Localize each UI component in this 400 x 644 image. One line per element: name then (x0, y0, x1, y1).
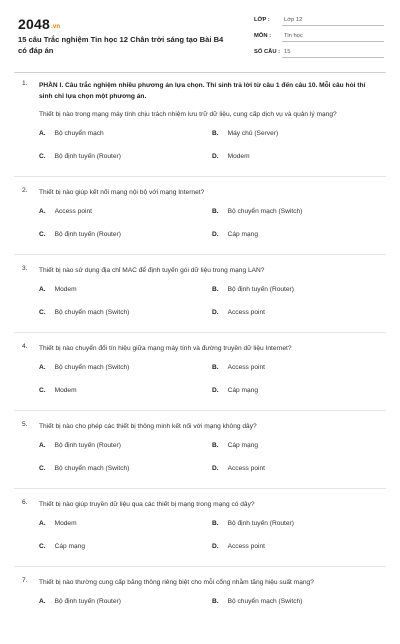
answer-options (0, 286, 400, 332)
option-label: C. (39, 309, 46, 316)
question-6 (0, 499, 400, 566)
option-text: Modem (227, 153, 250, 160)
option-c[interactable] (39, 543, 85, 550)
question-separator (14, 410, 386, 412)
option-label: A. (39, 520, 46, 527)
option-text: Máy chủ (Server) (227, 130, 279, 137)
option-c[interactable] (39, 309, 129, 316)
option-a[interactable] (39, 598, 121, 605)
meta-underline (282, 25, 384, 26)
option-d[interactable] (212, 309, 265, 316)
question-text: Thiết bị nào chuyển đổi tín hiệu giữa mạng máy tính và đường truyền dữ liệu Internet? (39, 345, 292, 352)
option-c[interactable] (39, 231, 121, 238)
question-number: 4. (22, 343, 28, 350)
meta-underline (282, 57, 384, 58)
question-text: Thiết bị nào sử dụng địa chỉ MAC để định tuyến gói dữ liệu trong mạng LAN? (39, 267, 265, 274)
question-separator (14, 254, 386, 256)
section-instruction: PHẦN I. Câu trắc nghiệm nhiều phương án lựa chọn. Thí sinh trả lời từ câu 1 đến câu 10. Mỗi câu hỏi thí sinh chỉ lựa chọn một phương án. (39, 82, 366, 100)
option-a[interactable] (39, 520, 77, 527)
option-text: Cáp mạng (227, 442, 259, 449)
option-a[interactable] (39, 208, 92, 215)
page-header (0, 0, 400, 68)
meta-underline (282, 41, 384, 42)
option-text: Bộ định tuyến (Router) (54, 153, 121, 160)
option-label: A. (39, 598, 46, 605)
answer-options (0, 442, 400, 488)
answer-options (0, 364, 400, 410)
option-label: D. (212, 465, 219, 472)
option-b[interactable] (212, 130, 278, 137)
question-number: 7. (22, 577, 28, 584)
option-b[interactable] (212, 520, 294, 527)
answer-options (0, 130, 400, 176)
question-list (0, 80, 400, 644)
option-label: B. (212, 442, 219, 449)
option-d[interactable] (212, 543, 265, 550)
option-label: C. (39, 387, 46, 394)
question-text: Thiết bị nào trong mạng máy tính chịu trách nhiệm lưu trữ dữ liệu, cung cấp dịch vụ và quản lý mạng? (39, 111, 337, 118)
option-label: A. (39, 442, 46, 449)
option-text: Bộ định tuyến (Router) (54, 598, 121, 605)
meta-key: MÔN : (254, 33, 272, 39)
question-number: 5. (22, 421, 28, 428)
option-label: D. (212, 309, 219, 316)
option-text: Bộ chuyển mạch (Switch) (227, 208, 303, 215)
option-label: D. (212, 543, 219, 550)
option-text: Bộ định tuyến (Router) (54, 231, 121, 238)
option-text: Cáp mạng (54, 543, 86, 550)
option-label: C. (39, 543, 46, 550)
question-text: Thiết bị nào giúp truyền dữ liệu qua các thiết bị mạng trong mạng có dây? (39, 501, 255, 508)
question-number: 6. (22, 499, 28, 506)
option-d[interactable] (212, 153, 250, 160)
meta-key: SỐ CÂU : (254, 49, 281, 55)
option-c[interactable] (39, 153, 121, 160)
option-label: A. (39, 130, 46, 137)
option-b[interactable] (212, 442, 258, 449)
option-label: D. (212, 153, 219, 160)
option-text: Bộ định tuyến (Router) (227, 286, 294, 293)
document-title: 15 câu Trắc nghiệm Tin học 12 Chân trời sáng tạo Bài B4 có đáp án (18, 35, 224, 55)
question-text: Thiết bị nào cho phép các thiết bị thông minh kết nối với mạng không dây? (39, 423, 257, 430)
option-text: Cáp mạng (227, 231, 259, 238)
option-text: Bộ chuyển mạch (Switch) (54, 465, 130, 472)
option-label: B. (212, 286, 219, 293)
option-text: Access point (54, 208, 92, 215)
question-number: 3. (22, 265, 28, 272)
option-b[interactable] (212, 598, 302, 605)
question-separator (14, 176, 386, 178)
question-separator (14, 566, 386, 568)
option-label: B. (212, 130, 219, 137)
option-text: Bộ định tuyến (Router) (227, 520, 294, 527)
option-label: D. (212, 387, 219, 394)
option-label: B. (212, 208, 219, 215)
meta-value: Tin học (284, 33, 303, 39)
option-label: C. (39, 153, 46, 160)
answer-options (0, 208, 400, 254)
meta-value: 15 (284, 49, 291, 55)
question-2 (0, 187, 400, 254)
option-label: A. (39, 364, 46, 371)
logo-tld: .vn (50, 24, 61, 30)
option-text: Modem (54, 387, 77, 394)
option-a[interactable] (39, 442, 121, 449)
meta-row-subject (250, 30, 384, 46)
question-1 (0, 80, 400, 176)
option-text: Modem (54, 286, 77, 293)
option-label: A. (39, 208, 46, 215)
answer-options (0, 520, 400, 566)
meta-row-class (250, 14, 384, 30)
option-text: Bộ chuyển mạch (Switch) (54, 364, 130, 371)
meta-value: Lớp 12 (284, 17, 303, 23)
option-text: Access point (227, 364, 265, 371)
option-label: B. (212, 520, 219, 527)
option-label: B. (212, 364, 219, 371)
option-a[interactable] (39, 286, 77, 293)
question-3 (0, 265, 400, 332)
option-text: Modem (54, 520, 77, 527)
option-c[interactable] (39, 387, 77, 394)
option-label: D. (212, 231, 219, 238)
option-text: Bộ định tuyến (Router) (54, 442, 121, 449)
option-text: Bộ chuyển mạch (54, 130, 104, 137)
option-text: Access point (227, 465, 265, 472)
option-text: Bộ chuyển mạch (Switch) (54, 309, 130, 316)
option-d[interactable] (212, 387, 258, 394)
header-divider (14, 72, 386, 73)
option-text: Bộ chuyển mạch (Switch) (227, 598, 303, 605)
site-logo[interactable] (18, 16, 60, 32)
option-b[interactable] (212, 364, 265, 371)
option-b[interactable] (212, 286, 294, 293)
answer-options (0, 598, 400, 644)
question-text: Thiết bị nào giúp kết nối mạng nội bộ với mạng Internet? (39, 189, 205, 196)
option-c[interactable] (39, 465, 129, 472)
option-label: C. (39, 231, 46, 238)
option-d[interactable] (212, 231, 258, 238)
question-separator (14, 488, 386, 490)
question-5 (0, 421, 400, 488)
option-text: Cáp mạng (227, 387, 259, 394)
option-d[interactable] (212, 465, 265, 472)
option-label: C. (39, 465, 46, 472)
option-text: Access point (227, 543, 265, 550)
logo-text: 2048 (18, 16, 50, 32)
question-text: Thiết bị nào thường cung cấp băng thông riêng biệt cho mỗi cổng nhằm tăng hiệu suất mạng? (39, 579, 314, 586)
option-text: Access point (227, 309, 265, 316)
meta-key: LỚP : (254, 17, 270, 23)
question-number: 1. (22, 80, 28, 87)
option-label: B. (212, 598, 219, 605)
question-separator (14, 332, 386, 334)
meta-box (250, 14, 384, 62)
option-label: A. (39, 286, 46, 293)
question-7 (0, 577, 400, 644)
question-number: 2. (22, 187, 28, 194)
option-b[interactable] (212, 208, 302, 215)
meta-row-count (250, 46, 384, 62)
question-4 (0, 343, 400, 410)
option-a[interactable] (39, 364, 129, 371)
option-a[interactable] (39, 130, 104, 137)
